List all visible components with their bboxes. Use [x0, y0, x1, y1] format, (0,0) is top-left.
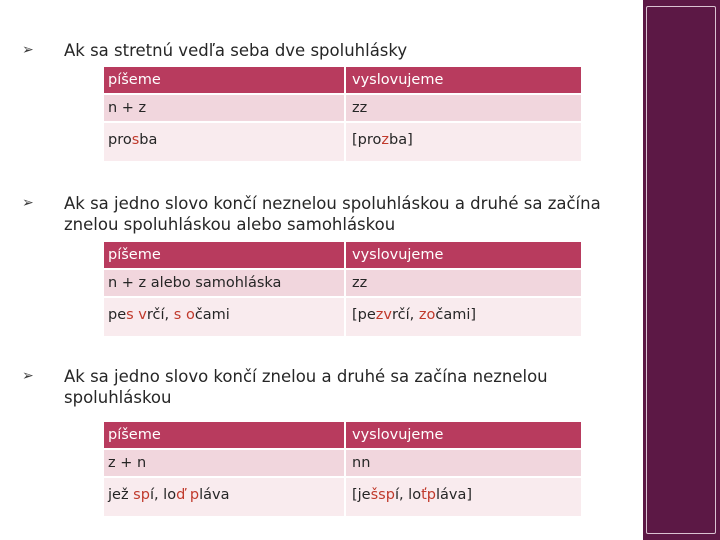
example-written: [104, 297, 345, 336]
highlighted-letters: s: [173, 307, 182, 323]
header-pisem: píšeme: [104, 67, 345, 94]
highlighted-letters: p: [189, 487, 200, 503]
header-pisem: píšeme: [104, 422, 345, 449]
rule-written: n + z alebo samohláska: [104, 269, 345, 297]
example-text: [pe: [352, 307, 376, 323]
table-header-row: [104, 422, 581, 449]
example-spoken: [345, 297, 581, 336]
rule-spoken: zz: [345, 94, 581, 122]
example-text: láva: [199, 487, 230, 503]
example-written: [104, 477, 345, 516]
bullet-text-3: [64, 366, 548, 408]
example-spoken: [345, 122, 581, 161]
pronunciation-table-2: [104, 242, 581, 336]
table-row: [104, 94, 581, 122]
pronunciation-table-1: [104, 67, 581, 161]
header-pisem: píšeme: [104, 242, 345, 269]
highlighted-letters: s: [126, 307, 134, 323]
highlighted-letters: zv: [375, 307, 392, 323]
table-row: [104, 122, 581, 161]
bullet-line: Ak sa jedno slovo končí znelou a druhé sa začína neznelou: [64, 367, 548, 386]
highlighted-letters: ťp: [421, 487, 436, 503]
example-text: pro: [108, 132, 132, 148]
table-row: [104, 449, 581, 477]
bullet-line: Ak sa jedno slovo končí neznelou spoluhláskou a druhé sa začína: [64, 194, 601, 213]
rule-written: z + n: [104, 449, 345, 477]
header-vyslovujeme: vyslovujeme: [345, 422, 581, 449]
example-text: ba]: [389, 132, 413, 148]
table-row: [104, 297, 581, 336]
example-text: čami: [194, 307, 230, 323]
example-text: í, lo: [149, 487, 177, 503]
bullet-line: spoluhláskou: [64, 388, 172, 407]
bullet-text-1: [64, 40, 407, 61]
highlighted-letters: sp: [133, 487, 150, 503]
example-text: [pro: [352, 132, 382, 148]
rule-spoken: zz: [345, 269, 581, 297]
example-text: rčí,: [392, 307, 419, 323]
highlighted-letters: z: [381, 132, 390, 148]
highlighted-letters: zo: [418, 307, 436, 323]
arrow-bullet-icon: ➢: [22, 368, 34, 384]
arrow-bullet-icon: ➢: [22, 42, 34, 58]
decorative-sidebar: [643, 0, 720, 540]
example-text: jež: [108, 487, 129, 503]
example-written: [104, 122, 345, 161]
table-row: [104, 477, 581, 516]
sidebar-frame: [646, 6, 716, 534]
example-text: rčí,: [146, 307, 174, 323]
highlighted-letters: šsp: [370, 487, 395, 503]
header-vyslovujeme: vyslovujeme: [345, 242, 581, 269]
bullet-text-2: [64, 193, 601, 235]
example-text: čami]: [435, 307, 477, 323]
example-text: í, lo: [394, 487, 422, 503]
highlighted-letters: v: [138, 307, 147, 323]
highlighted-letters: s: [131, 132, 140, 148]
header-vyslovujeme: vyslovujeme: [345, 67, 581, 94]
example-text: ba: [139, 132, 158, 148]
example-spoken: [345, 477, 581, 516]
arrow-bullet-icon: ➢: [22, 195, 34, 211]
pronunciation-table-3: [104, 422, 581, 516]
bullet-line: znelou spoluhláskou alebo samohláskou: [64, 215, 396, 234]
table-header-row: [104, 242, 581, 269]
highlighted-letters: ď: [176, 487, 186, 503]
rule-spoken: nn: [345, 449, 581, 477]
example-text: [je: [352, 487, 371, 503]
table-row: [104, 269, 581, 297]
bullet-line: Ak sa stretnú vedľa seba dve spoluhlásky: [64, 41, 408, 60]
highlighted-letters: o: [185, 307, 195, 323]
rule-written: n + z: [104, 94, 345, 122]
example-text: pe: [108, 307, 127, 323]
example-text: láva]: [435, 487, 473, 503]
table-header-row: [104, 67, 581, 94]
